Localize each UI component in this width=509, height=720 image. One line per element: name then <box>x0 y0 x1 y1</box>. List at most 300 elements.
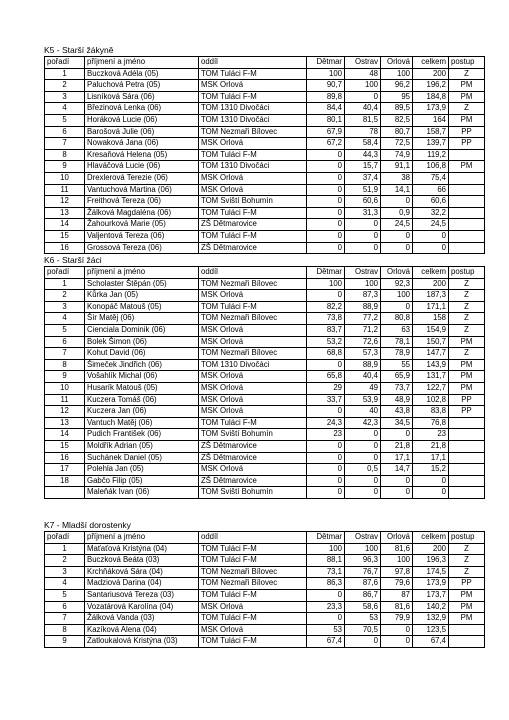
club-cell: MSK Orlová <box>199 406 307 418</box>
detmar-cell: 88,1 <box>307 555 345 567</box>
advance-cell <box>449 242 485 254</box>
ostrava-cell: 51,9 <box>345 184 381 196</box>
rank-cell: 12 <box>45 406 85 418</box>
name-cell: Barošová Julie (06) <box>85 126 199 138</box>
club-cell: ZŠ Dětmarovice <box>199 452 307 464</box>
name-cell: Vošahlík Michal (06) <box>85 371 199 383</box>
detmar-cell: 0 <box>307 452 345 464</box>
column-header: Orlová <box>381 57 413 69</box>
orlova-cell: 0 <box>381 196 413 208</box>
advance-cell: Z <box>449 566 485 578</box>
rank-cell: 3 <box>45 301 85 313</box>
total-cell: 0 <box>413 230 449 242</box>
rank-cell: 5 <box>45 114 85 126</box>
ostrava-cell: 86,7 <box>345 589 381 601</box>
name-cell: Krchňáková Sára (04) <box>85 566 199 578</box>
table-row <box>45 149 485 161</box>
club-cell: TOM Tuláci F-M <box>199 68 307 80</box>
club-cell: MSK Orlová <box>199 336 307 348</box>
club-cell: ZŠ Dětmarovice <box>199 441 307 453</box>
ostrava-cell: 72,6 <box>345 336 381 348</box>
detmar-cell: 0 <box>307 290 345 302</box>
ostrava-cell: 0 <box>345 91 381 103</box>
orlova-cell: 82,5 <box>381 114 413 126</box>
total-cell: 158,7 <box>413 126 449 138</box>
name-cell: Paluchová Petra (05) <box>85 80 199 92</box>
ostrava-cell: 53 <box>345 613 381 625</box>
rank-cell: 6 <box>45 336 85 348</box>
advance-cell: Z <box>449 313 485 325</box>
rank-cell <box>45 487 85 499</box>
ostrava-cell: 60,6 <box>345 196 381 208</box>
name-cell: Žahourková Marie (05) <box>85 219 199 231</box>
club-cell: TOM Tuláci F-M <box>199 636 307 648</box>
total-cell: 60,6 <box>413 196 449 208</box>
table-row <box>45 566 485 578</box>
total-cell: 83,8 <box>413 406 449 418</box>
orlova-cell: 34,5 <box>381 417 413 429</box>
column-header: příjmení a jméno <box>85 267 199 279</box>
detmar-cell: 0 <box>307 230 345 242</box>
name-cell: Konopáč Matouš (05) <box>85 301 199 313</box>
orlova-cell: 14,1 <box>381 184 413 196</box>
club-cell: MSK Orlová <box>199 371 307 383</box>
detmar-cell: 0 <box>307 475 345 487</box>
table-row <box>45 487 485 499</box>
results-table <box>44 266 485 499</box>
table-row <box>45 371 485 383</box>
detmar-cell: 80,1 <box>307 114 345 126</box>
advance-cell: PM <box>449 80 485 92</box>
results-table <box>44 531 485 648</box>
rank-cell: 8 <box>45 149 85 161</box>
advance-cell <box>449 172 485 184</box>
column-header: Dětmar <box>307 57 345 69</box>
club-cell: TOM Tuláci F-M <box>199 149 307 161</box>
table-row <box>45 417 485 429</box>
advance-cell: Z <box>449 68 485 80</box>
table-row <box>45 161 485 173</box>
name-cell: Kohut David (06) <box>85 348 199 360</box>
table-row <box>45 429 485 441</box>
rank-cell: 14 <box>45 219 85 231</box>
detmar-cell: 84,4 <box>307 103 345 115</box>
detmar-cell: 23 <box>307 429 345 441</box>
rank-cell: 15 <box>45 230 85 242</box>
club-cell: TOM Sviští Bohumín <box>199 429 307 441</box>
total-cell: 75,4 <box>413 172 449 184</box>
advance-cell: PM <box>449 601 485 613</box>
detmar-cell: 73,1 <box>307 566 345 578</box>
club-cell: TOM Tuláci F-M <box>199 207 307 219</box>
rank-cell: 6 <box>45 126 85 138</box>
ostrava-cell: 76,7 <box>345 566 381 578</box>
ostrava-cell: 96,3 <box>345 555 381 567</box>
column-header: celkem <box>413 531 449 543</box>
orlova-cell: 100 <box>381 290 413 302</box>
detmar-cell: 0 <box>307 149 345 161</box>
name-cell: Bolek Šimon (06) <box>85 336 199 348</box>
orlova-cell: 0,9 <box>381 207 413 219</box>
table-row <box>45 441 485 453</box>
rank-cell: 16 <box>45 452 85 464</box>
club-cell: ZŠ Dětmarovice <box>199 219 307 231</box>
name-cell: Freithová Tereza (06) <box>85 196 199 208</box>
total-cell: 24,5 <box>413 219 449 231</box>
total-cell: 200 <box>413 278 449 290</box>
table-row <box>45 207 485 219</box>
table-row <box>45 383 485 395</box>
club-cell: MSK Orlová <box>199 624 307 636</box>
rank-cell: 6 <box>45 601 85 613</box>
table-row <box>45 589 485 601</box>
total-cell: 122,7 <box>413 383 449 395</box>
club-cell: MSK Orlová <box>199 464 307 476</box>
total-cell: 200 <box>413 68 449 80</box>
advance-cell: Z <box>449 103 485 115</box>
total-cell: 140,2 <box>413 601 449 613</box>
advance-cell: PP <box>449 406 485 418</box>
rank-cell: 8 <box>45 624 85 636</box>
rank-cell: 2 <box>45 290 85 302</box>
ostrava-cell: 70,5 <box>345 624 381 636</box>
ostrava-cell: 78 <box>345 126 381 138</box>
table-row <box>45 336 485 348</box>
club-cell: TOM Tuláci F-M <box>199 555 307 567</box>
name-cell: Husarík Matouš (05) <box>85 383 199 395</box>
name-cell: Kuczera Tomáš (06) <box>85 394 199 406</box>
club-cell: TOM Sviští Bohumín <box>199 196 307 208</box>
column-header: postup <box>449 531 485 543</box>
ostrava-cell: 100 <box>345 278 381 290</box>
name-cell: Šír Matěj (06) <box>85 313 199 325</box>
advance-cell: PM <box>449 91 485 103</box>
detmar-cell: 0 <box>307 613 345 625</box>
column-header: oddíl <box>199 57 307 69</box>
advance-cell: PM <box>449 114 485 126</box>
orlova-cell: 72,5 <box>381 138 413 150</box>
total-cell: 184,8 <box>413 91 449 103</box>
orlova-cell: 48,9 <box>381 394 413 406</box>
column-header: oddíl <box>199 531 307 543</box>
rank-cell: 9 <box>45 371 85 383</box>
club-cell: TOM Nezmaři Bílovec <box>199 348 307 360</box>
table-row <box>45 613 485 625</box>
name-cell: Madziová Darina (04) <box>85 578 199 590</box>
name-cell: Buczková Beáta (03) <box>85 555 199 567</box>
orlova-cell: 95 <box>381 91 413 103</box>
orlova-cell: 0 <box>381 429 413 441</box>
club-cell: TOM Tuláci F-M <box>199 91 307 103</box>
ostrava-cell: 81,5 <box>345 114 381 126</box>
column-header: příjmení a jméno <box>85 57 199 69</box>
advance-cell <box>449 417 485 429</box>
rank-cell: 4 <box>45 578 85 590</box>
detmar-cell: 0 <box>307 184 345 196</box>
ostrava-cell: 57,3 <box>345 348 381 360</box>
ostrava-cell: 100 <box>345 543 381 555</box>
table-row <box>45 325 485 337</box>
total-cell: 196,2 <box>413 80 449 92</box>
rank-cell: 2 <box>45 555 85 567</box>
rank-cell: 7 <box>45 613 85 625</box>
name-cell: Zatloukalová Kristýna (03) <box>85 636 199 648</box>
column-header: postup <box>449 267 485 279</box>
club-cell: TOM 1310 Divočáci <box>199 359 307 371</box>
advance-cell: Z <box>449 301 485 313</box>
detmar-cell: 0 <box>307 487 345 499</box>
column-header: Dětmar <box>307 267 345 279</box>
orlova-cell: 80,7 <box>381 126 413 138</box>
total-cell: 158 <box>413 313 449 325</box>
name-cell: Hlaváčová Lucie (06) <box>85 161 199 173</box>
results-sheet <box>44 44 475 648</box>
detmar-cell: 23,3 <box>307 601 345 613</box>
ostrava-cell: 58,6 <box>345 601 381 613</box>
orlova-cell: 65,9 <box>381 371 413 383</box>
club-cell: TOM Nezmaři Bílovec <box>199 566 307 578</box>
orlova-cell: 79,9 <box>381 613 413 625</box>
table-row <box>45 636 485 648</box>
column-header: pořadí <box>45 531 85 543</box>
column-header: pořadí <box>45 267 85 279</box>
total-cell: 174,5 <box>413 566 449 578</box>
name-cell: Šimeček Jindřich (06) <box>85 359 199 371</box>
name-cell: Vozatárová Karolína (04) <box>85 601 199 613</box>
rank-cell: 7 <box>45 348 85 360</box>
ostrava-cell: 88,9 <box>345 301 381 313</box>
table-row <box>45 406 485 418</box>
club-cell: MSK Orlová <box>199 290 307 302</box>
advance-cell <box>449 624 485 636</box>
detmar-cell: 83,7 <box>307 325 345 337</box>
advance-cell <box>449 149 485 161</box>
name-cell: Moldřík Adrian (05) <box>85 441 199 453</box>
club-cell: MSK Orlová <box>199 383 307 395</box>
name-cell: Kresaňová Helena (05) <box>85 149 199 161</box>
ostrava-cell: 0 <box>345 475 381 487</box>
orlova-cell: 91,1 <box>381 161 413 173</box>
orlova-cell: 96,2 <box>381 80 413 92</box>
rank-cell: 18 <box>45 475 85 487</box>
detmar-cell: 0 <box>307 406 345 418</box>
name-cell: Vantuch Matěj (06) <box>85 417 199 429</box>
orlova-cell: 74,9 <box>381 149 413 161</box>
rank-cell: 17 <box>45 464 85 476</box>
rank-cell: 4 <box>45 103 85 115</box>
ostrava-cell: 0,5 <box>345 464 381 476</box>
table-row <box>45 278 485 290</box>
column-header: Ostrav <box>345 267 381 279</box>
rank-cell: 10 <box>45 172 85 184</box>
table-row <box>45 359 485 371</box>
detmar-cell: 100 <box>307 68 345 80</box>
ostrava-cell: 53,9 <box>345 394 381 406</box>
name-cell: Kazíková Alena (04) <box>85 624 199 636</box>
ostrava-cell: 58,4 <box>345 138 381 150</box>
advance-cell <box>449 475 485 487</box>
orlova-cell: 73,7 <box>381 383 413 395</box>
detmar-cell: 0 <box>307 441 345 453</box>
advance-cell: PM <box>449 359 485 371</box>
ostrava-cell: 49 <box>345 383 381 395</box>
orlova-cell: 14,7 <box>381 464 413 476</box>
rank-cell: 3 <box>45 91 85 103</box>
advance-cell: PM <box>449 383 485 395</box>
orlova-cell: 97,8 <box>381 566 413 578</box>
total-cell: 131,7 <box>413 371 449 383</box>
ostrava-cell: 37,4 <box>345 172 381 184</box>
name-cell: Maťaťová Kristýna (04) <box>85 543 199 555</box>
club-cell: TOM Nezmaři Bílovec <box>199 313 307 325</box>
table-row <box>45 126 485 138</box>
table-row <box>45 230 485 242</box>
rank-cell: 8 <box>45 359 85 371</box>
ostrava-cell: 40,4 <box>345 103 381 115</box>
total-cell: 119,2 <box>413 149 449 161</box>
name-cell: Vantuchová Martina (06) <box>85 184 199 196</box>
table-header-row <box>45 57 485 69</box>
rank-cell: 1 <box>45 543 85 555</box>
orlova-cell: 81,6 <box>381 543 413 555</box>
name-cell: Buczková Adéla (05) <box>85 68 199 80</box>
detmar-cell: 67,2 <box>307 138 345 150</box>
table-row <box>45 91 485 103</box>
table-row <box>45 80 485 92</box>
detmar-cell: 89,8 <box>307 91 345 103</box>
table-header-row <box>45 531 485 543</box>
total-cell: 106,8 <box>413 161 449 173</box>
table-row <box>45 184 485 196</box>
name-cell: Nowaková Jana (06) <box>85 138 199 150</box>
advance-cell: PM <box>449 613 485 625</box>
results-table <box>44 56 485 254</box>
orlova-cell: 43,8 <box>381 406 413 418</box>
rank-cell: 1 <box>45 68 85 80</box>
total-cell: 132,9 <box>413 613 449 625</box>
rank-cell: 5 <box>45 589 85 601</box>
total-cell: 173,9 <box>413 103 449 115</box>
table-row <box>45 114 485 126</box>
column-header: celkem <box>413 267 449 279</box>
orlova-cell: 55 <box>381 359 413 371</box>
club-cell: TOM Nezmaři Bílovec <box>199 126 307 138</box>
rank-cell: 15 <box>45 441 85 453</box>
advance-cell <box>449 184 485 196</box>
name-cell: Lisníková Sára (06) <box>85 91 199 103</box>
detmar-cell: 68,8 <box>307 348 345 360</box>
club-cell: MSK Orlová <box>199 138 307 150</box>
orlova-cell: 0 <box>381 487 413 499</box>
total-cell: 196,3 <box>413 555 449 567</box>
advance-cell <box>449 636 485 648</box>
advance-cell <box>449 487 485 499</box>
name-cell: Grossová Tereza (06) <box>85 242 199 254</box>
detmar-cell: 0 <box>307 161 345 173</box>
advance-cell: Z <box>449 325 485 337</box>
detmar-cell: 0 <box>307 172 345 184</box>
section-title: K5 - Starší žákyně <box>44 45 114 55</box>
name-cell: Kůrka Jan (05) <box>85 290 199 302</box>
table-row <box>45 394 485 406</box>
column-header: Orlová <box>381 531 413 543</box>
total-cell: 17,1 <box>413 452 449 464</box>
total-cell: 173,7 <box>413 589 449 601</box>
orlova-cell: 79,6 <box>381 578 413 590</box>
ostrava-cell: 87,6 <box>345 578 381 590</box>
rank-cell: 3 <box>45 566 85 578</box>
ostrava-cell: 40,4 <box>345 371 381 383</box>
total-cell: 32,2 <box>413 207 449 219</box>
total-cell: 143,9 <box>413 359 449 371</box>
club-cell: MSK Orlová <box>199 172 307 184</box>
ostrava-cell: 71,2 <box>345 325 381 337</box>
total-cell: 187,3 <box>413 290 449 302</box>
table-row <box>45 196 485 208</box>
detmar-cell: 67,4 <box>307 636 345 648</box>
name-cell: Suchánek Daniel (05) <box>85 452 199 464</box>
detmar-cell: 0 <box>307 464 345 476</box>
orlova-cell: 24,5 <box>381 219 413 231</box>
table-row <box>45 301 485 313</box>
rank-cell: 2 <box>45 80 85 92</box>
ostrava-cell: 0 <box>345 441 381 453</box>
orlova-cell: 89,5 <box>381 103 413 115</box>
table-row <box>45 452 485 464</box>
column-header: pořadí <box>45 57 85 69</box>
club-cell: TOM 1310 Divočáci <box>199 114 307 126</box>
ostrava-cell: 77,2 <box>345 313 381 325</box>
orlova-cell: 92,3 <box>381 278 413 290</box>
table-row <box>45 103 485 115</box>
ostrava-cell: 0 <box>345 487 381 499</box>
ostrava-cell: 0 <box>345 636 381 648</box>
ostrava-cell: 42,3 <box>345 417 381 429</box>
column-header: Ostrav <box>345 531 381 543</box>
rank-cell: 13 <box>45 417 85 429</box>
total-cell: 15,2 <box>413 464 449 476</box>
total-cell: 102,8 <box>413 394 449 406</box>
club-cell: TOM Nezmaři Bílovec <box>199 278 307 290</box>
club-cell: TOM Tuláci F-M <box>199 230 307 242</box>
column-header: Orlová <box>381 267 413 279</box>
orlova-cell: 0 <box>381 475 413 487</box>
name-cell: Žálková Magdaléna (06) <box>85 207 199 219</box>
table-row <box>45 475 485 487</box>
column-header: postup <box>449 57 485 69</box>
orlova-cell: 100 <box>381 555 413 567</box>
ostrava-cell: 87,3 <box>345 290 381 302</box>
club-cell: MSK Orlová <box>199 184 307 196</box>
table-row <box>45 68 485 80</box>
advance-cell: Z <box>449 555 485 567</box>
total-cell: 66 <box>413 184 449 196</box>
advance-cell: PP <box>449 126 485 138</box>
detmar-cell: 53 <box>307 624 345 636</box>
name-cell: Valjentová Tereza (06) <box>85 230 199 242</box>
detmar-cell: 100 <box>307 543 345 555</box>
total-cell: 200 <box>413 543 449 555</box>
ostrava-cell: 0 <box>345 219 381 231</box>
orlova-cell: 0 <box>381 636 413 648</box>
rank-cell: 11 <box>45 184 85 196</box>
table-row <box>45 172 485 184</box>
orlova-cell: 38 <box>381 172 413 184</box>
advance-cell <box>449 429 485 441</box>
section-spacer <box>44 499 464 519</box>
total-cell: 76,8 <box>413 417 449 429</box>
detmar-cell: 67,9 <box>307 126 345 138</box>
